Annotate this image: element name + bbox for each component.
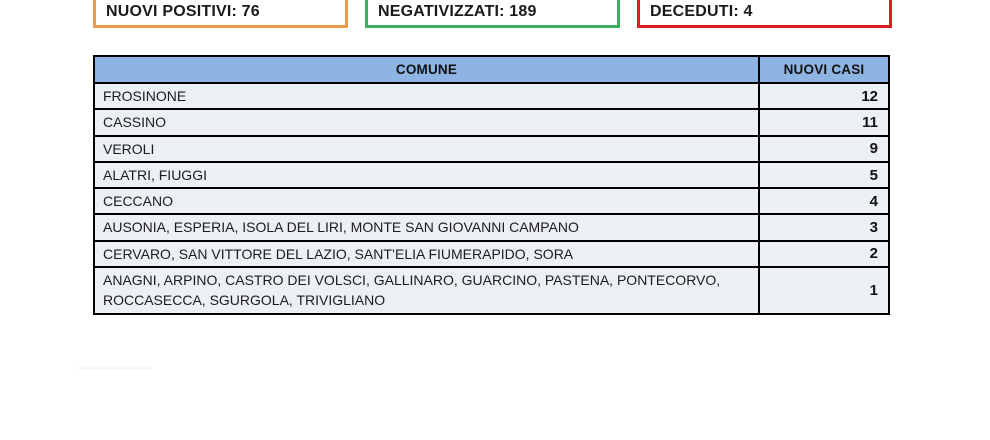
table-row xyxy=(94,136,889,162)
stat-box-negativizzati xyxy=(365,0,620,28)
table-body xyxy=(94,83,889,314)
comuni-nuovi-casi-table xyxy=(93,55,890,315)
nuovi-casi-cell: 12 xyxy=(759,83,889,109)
column-header-comune: COMUNE xyxy=(94,56,759,83)
nuovi-casi-cell: 2 xyxy=(759,241,889,267)
table-header-row xyxy=(94,56,889,83)
column-header-nuovi-casi: NUOVI CASI xyxy=(759,56,889,83)
nuovi-casi-cell: 4 xyxy=(759,188,889,214)
table-row xyxy=(94,241,889,267)
nuovi-casi-cell: 11 xyxy=(759,109,889,135)
nuovi-casi-cell: 5 xyxy=(759,162,889,188)
stat-box-nuovi-positivi xyxy=(93,0,348,28)
table-row xyxy=(94,83,889,109)
faint-artifact-line xyxy=(78,366,152,369)
comune-cell: VEROLI xyxy=(94,136,759,162)
stat-box-deceduti-label: DECEDUTI: 4 xyxy=(650,3,753,20)
summary-boxes-row xyxy=(93,0,892,28)
table-row xyxy=(94,162,889,188)
comune-cell: CASSINO xyxy=(94,109,759,135)
nuovi-casi-cell: 1 xyxy=(759,267,889,314)
nuovi-casi-cell: 3 xyxy=(759,214,889,240)
stat-box-nuovi-positivi-label: NUOVI POSITIVI: 76 xyxy=(106,3,260,20)
comune-cell: ANAGNI, ARPINO, CASTRO DEI VOLSCI, GALLINARO, GUARCINO, PASTENA, PONTECORVO, ROCCASECCA, SGURGOLA, TRIVIGLIANO xyxy=(94,267,759,314)
table-row xyxy=(94,214,889,240)
comune-cell: AUSONIA, ESPERIA, ISOLA DEL LIRI, MONTE SAN GIOVANNI CAMPANO xyxy=(94,214,759,240)
comune-cell: CERVARO, SAN VITTORE DEL LAZIO, SANT’ELIA FIUMERAPIDO, SORA xyxy=(94,241,759,267)
comune-cell: CECCANO xyxy=(94,188,759,214)
comune-cell: FROSINONE xyxy=(94,83,759,109)
comune-cell: ALATRI, FIUGGI xyxy=(94,162,759,188)
table-row xyxy=(94,188,889,214)
nuovi-casi-cell: 9 xyxy=(759,136,889,162)
stat-box-negativizzati-label: NEGATIVIZZATI: 189 xyxy=(378,3,537,20)
table-row xyxy=(94,267,889,314)
stat-box-deceduti xyxy=(637,0,892,28)
table-row xyxy=(94,109,889,135)
